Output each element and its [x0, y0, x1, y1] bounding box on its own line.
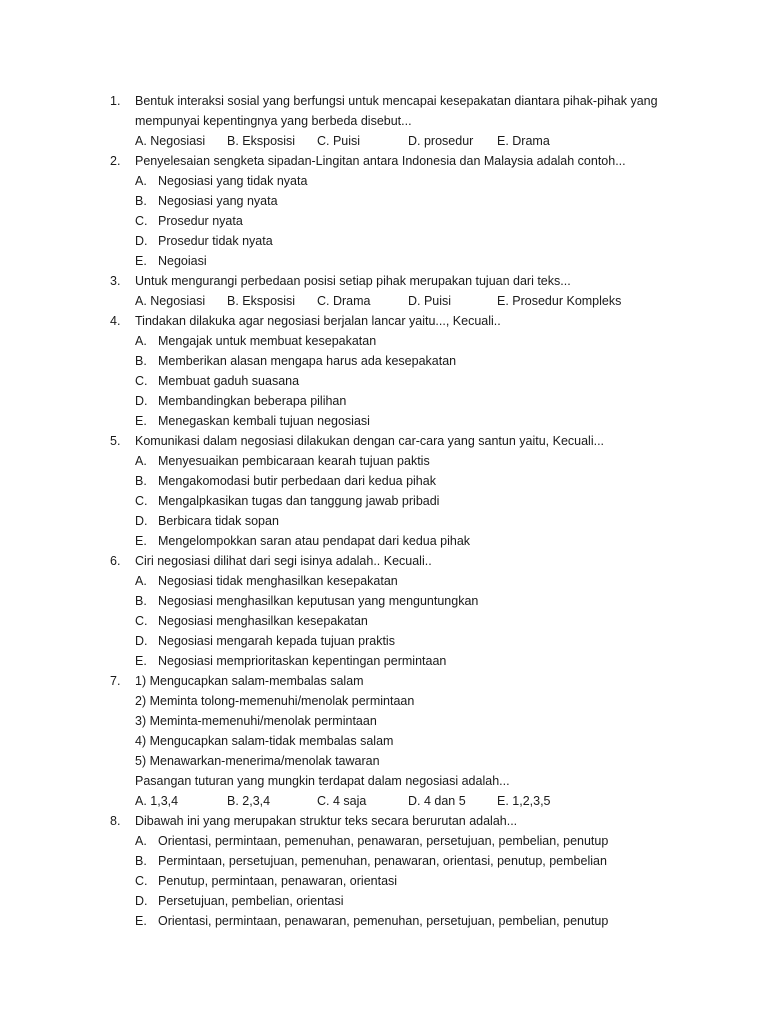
option-letter: A. [135, 334, 147, 348]
question-number: 8. [110, 814, 121, 828]
question-number: 3. [110, 274, 121, 288]
option-text: Membandingkan beberapa pilihan [158, 394, 347, 408]
option-letter: C. [135, 614, 148, 628]
question-stem: 2) Meminta tolong-memenuhi/menolak permintaan [135, 694, 415, 708]
option-letter: C. [135, 374, 148, 388]
option-letter: A. [135, 834, 147, 848]
question-stem: Komunikasi dalam negosiasi dilakukan dengan car-cara yang santun yaitu, Kecuali... [135, 434, 605, 448]
question-number: 5. [110, 434, 121, 448]
option-text: Prosedur tidak nyata [158, 234, 273, 248]
option-letter: E. [135, 654, 147, 668]
option-text: Negosiasi mengarah kepada tujuan praktis [158, 634, 395, 648]
option-text: Menyesuaikan pembicaraan kearah tujuan paktis [158, 454, 430, 468]
question-stem: Tindakan dilakuka agar negosiasi berjalan lancar yaitu..., Kecuali.. [135, 314, 501, 328]
answer-option-inline: B. 2,3,4 [227, 794, 271, 808]
option-text: Menegaskan kembali tujuan negosiasi [158, 414, 370, 428]
option-letter: D. [135, 394, 148, 408]
option-text: Membuat gaduh suasana [158, 374, 300, 388]
answer-option-inline: A. Negosiasi [135, 294, 206, 308]
option-text: Berbicara tidak sopan [158, 514, 279, 528]
option-text: Negosiasi menghasilkan keputusan yang menguntungkan [158, 594, 479, 608]
option-text: Mengakomodasi butir perbedaan dari kedua pihak [158, 474, 436, 488]
option-letter: D. [135, 514, 148, 528]
option-text: Mengalpkasikan tugas dan tanggung jawab pribadi [158, 494, 440, 508]
option-letter: B. [135, 194, 147, 208]
answer-option-inline: E. 1,2,3,5 [497, 794, 551, 808]
question-number: 1. [110, 94, 121, 108]
question-stem: Bentuk interaksi sosial yang berfungsi untuk mencapai kesepakatan diantara pihak-pihak yang [135, 94, 658, 108]
question-number: 4. [110, 314, 121, 328]
question-stem: 5) Menawarkan-menerima/menolak tawaran [135, 754, 380, 768]
option-text: Orientasi, permintaan, pemenuhan, penawaran, persetujuan, pembelian, penutup [158, 834, 609, 848]
answer-option-inline: D. Puisi [408, 294, 452, 308]
option-letter: A. [135, 574, 147, 588]
answer-option-inline: D. prosedur [408, 134, 474, 148]
question-stem: Pasangan tuturan yang mungkin terdapat dalam negosiasi adalah... [135, 774, 510, 788]
option-text: Prosedur nyata [158, 214, 243, 228]
option-letter: C. [135, 494, 148, 508]
question-stem: 3) Meminta-memenuhi/menolak permintaan [135, 714, 377, 728]
option-letter: B. [135, 594, 147, 608]
option-text: Penutup, permintaan, penawaran, orientasi [158, 874, 398, 888]
option-text: Permintaan, persetujuan, pemenuhan, penawaran, orientasi, penutup, pembelian [158, 854, 607, 868]
answer-option-inline: E. Prosedur Kompleks [497, 294, 622, 308]
question-number: 7. [110, 674, 121, 688]
option-letter: B. [135, 354, 147, 368]
option-letter: E. [135, 534, 147, 548]
option-text: Persetujuan, pembelian, orientasi [158, 894, 344, 908]
option-letter: C. [135, 874, 148, 888]
option-letter: D. [135, 634, 148, 648]
option-text: Negosiasi menghasilkan kesepakatan [158, 614, 368, 628]
option-letter: B. [135, 854, 147, 868]
question-stem: 4) Mengucapkan salam-tidak membalas salam [135, 734, 394, 748]
option-text: Mengajak untuk membuat kesepakatan [158, 334, 377, 348]
answer-option-inline: C. Drama [317, 294, 371, 308]
option-letter: B. [135, 474, 147, 488]
option-letter: E. [135, 254, 147, 268]
option-text: Memberikan alasan mengapa harus ada kesepakatan [158, 354, 457, 368]
option-letter: C. [135, 214, 148, 228]
question-stem: mempunyai kepentingnya yang berbeda disebut... [135, 114, 412, 128]
question-stem: Dibawah ini yang merupakan struktur teks secara berurutan adalah... [135, 814, 518, 828]
option-letter: A. [135, 454, 147, 468]
option-text: Negoiasi [158, 254, 207, 268]
option-text: Negosiasi tidak menghasilkan kesepakatan [158, 574, 398, 588]
option-letter: A. [135, 174, 147, 188]
question-stem: Untuk mengurangi perbedaan posisi setiap pihak merupakan tujuan dari teks... [135, 274, 571, 288]
answer-option-inline: D. 4 dan 5 [408, 794, 466, 808]
option-text: Negosiasi memprioritaskan kepentingan permintaan [158, 654, 447, 668]
option-letter: E. [135, 914, 147, 928]
answer-option-inline: A. 1,3,4 [135, 794, 179, 808]
option-text: Mengelompokkan saran atau pendapat dari kedua pihak [158, 534, 471, 548]
question-stem: 1) Mengucapkan salam-membalas salam [135, 674, 364, 688]
option-text: Negosiasi yang tidak nyata [158, 174, 308, 188]
question-stem: Ciri negosiasi dilihat dari segi isinya adalah.. Kecuali.. [135, 554, 432, 568]
answer-option-inline: B. Eksposisi [227, 294, 296, 308]
answer-option-inline: E. Drama [497, 134, 550, 148]
option-letter: D. [135, 894, 148, 908]
question-stem: Penyelesaian sengketa sipadan-Lingitan antara Indonesia dan Malaysia adalah contoh... [135, 154, 626, 168]
answer-option-inline: B. Eksposisi [227, 134, 296, 148]
question-number: 6. [110, 554, 121, 568]
option-text: Orientasi, permintaan, penawaran, pemenuhan, persetujuan, pembelian, penutup [158, 914, 609, 928]
option-letter: D. [135, 234, 148, 248]
answer-option-inline: C. Puisi [317, 134, 361, 148]
option-text: Negosiasi yang nyata [158, 194, 278, 208]
answer-option-inline: A. Negosiasi [135, 134, 206, 148]
option-letter: E. [135, 414, 147, 428]
question-number: 2. [110, 154, 121, 168]
answer-option-inline: C. 4 saja [317, 794, 367, 808]
